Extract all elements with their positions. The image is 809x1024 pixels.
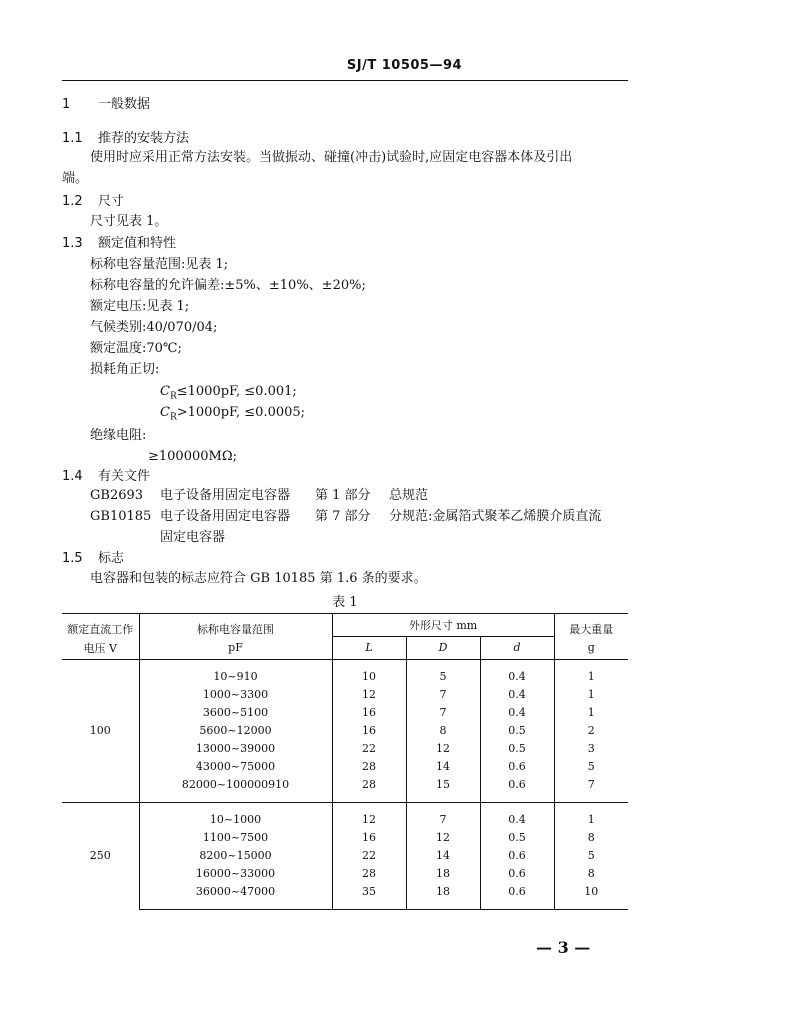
cell-d: 0.6 [480,776,554,803]
cell-cap: 82000~100000910 [139,776,332,803]
cell-D: 7 [406,686,480,704]
spec-tan-label: 损耗角正切: [90,362,160,377]
cell-cap: 8200~15000 [139,847,332,865]
cell-d: 0.5 [480,722,554,740]
cell-weight: 1 [587,688,595,701]
section-number: 1.5 [62,551,83,566]
doc-title: 电子设备用固定电容器 [160,488,291,503]
table-row [62,722,628,740]
cell-d: 0.6 [480,758,554,776]
paragraph-line: 端。 [62,171,89,186]
header-text: 额定直流工作 [67,622,134,636]
cell-cap: 10~1000 [139,802,332,829]
table-caption: 表 1 [332,595,358,610]
spec-insulation-label: 绝缘电阻: [90,428,147,443]
header-text: 最大重量 [569,622,614,636]
cell-cap: 1100~7500 [139,829,332,847]
condition-text: >1000pF, ≤0.0005; [176,405,306,420]
cell-d: 0.4 [480,802,554,829]
cell-L: 16 [332,722,406,740]
section-1-5-heading [62,550,124,567]
spec-tan-condition-1 [160,383,297,406]
doc-desc: 总规范 [389,488,429,503]
cell-weight: 10 [554,883,628,910]
cell-L: 35 [332,883,406,910]
doc-desc: 分规范:金属箔式聚苯乙烯膜介质直流 [389,509,602,524]
header-weight [554,614,628,637]
section-number: 1.3 [62,236,83,251]
header-weight-unit: g [554,637,628,660]
spec-tan-condition-2 [160,404,305,427]
table-row [62,865,628,883]
cell-cap: 10~910 [139,659,332,686]
cell-d: 0.6 [480,883,554,910]
section-number: 1.1 [62,131,83,146]
condition-text: ≤1000pF, ≤0.001; [176,384,297,399]
cell-D: 18 [406,865,480,883]
page-number: — 3 — [536,938,591,957]
cell-D: 8 [406,722,480,740]
section-title: 尺寸 [98,194,125,209]
section-title: 推荐的安装方法 [98,131,190,146]
doc-code: GB10185 [90,509,152,524]
cell-L: 28 [332,758,406,776]
cell-weight: 7 [587,778,595,791]
header-voltage [62,614,139,637]
cell-d: 0.5 [480,740,554,758]
section-1-2-heading [62,193,124,210]
cell-cap: 43000~75000 [139,758,332,776]
table-row [62,847,628,865]
cell-weight: 1 [554,802,628,829]
cell-L: 12 [332,686,406,704]
table-row [62,659,628,686]
section-title: 有关文件 [98,469,151,484]
doc-part: 第 1 部分 [315,488,371,503]
section-title: 额定值和特性 [98,236,177,251]
cr-symbol: C [160,405,170,420]
cell-weight: 2 [587,724,595,737]
reference-doc-1 [90,487,428,504]
cr-symbol: C [160,384,170,399]
table-row [62,686,628,704]
header-rule [62,80,628,81]
section-title: 标志 [98,551,125,566]
cell-D: 5 [406,659,480,686]
header-dims: 外形尺寸 mm [332,614,554,637]
cell-d: 0.4 [480,686,554,704]
header-L: L [332,637,406,660]
spec-tolerance: 标称电容量的允许偏差:±5%、±10%、±20%; [90,278,366,293]
table-row [62,776,628,803]
header-d: d [480,637,554,660]
header-D: D [406,637,480,660]
cell-voltage: 100 [62,659,139,802]
cell-cap: 16000~33000 [139,865,332,883]
cell-cap: 36000~47000 [139,883,332,910]
header-text: 标称电容量范围 [197,622,274,636]
cell-D: 18 [406,883,480,910]
cell-D: 7 [406,704,480,722]
cell-L: 28 [332,776,406,803]
spec-temperature: 额定温度:70℃; [90,341,182,356]
cell-d: 0.4 [480,659,554,686]
table-row [62,829,628,847]
header-voltage-unit: 电压 V [62,637,139,660]
section-1-heading [62,96,150,113]
section-number: 1 [62,97,71,112]
cell-weight: 3 [587,742,595,755]
spec-insulation-value: ≥100000MΩ; [148,449,237,464]
cell-L: 16 [332,829,406,847]
cell-d: 0.4 [480,704,554,722]
table-row [62,740,628,758]
cell-d: 0.6 [480,865,554,883]
doc-title: 电子设备用固定电容器 [160,509,291,524]
section-1-1-heading [62,130,189,147]
cell-L: 22 [332,847,406,865]
cell-weight: 8 [587,867,595,880]
table-row [62,883,628,910]
table-1 [62,613,628,910]
cell-L: 12 [332,802,406,829]
paragraph-line: 电容器和包装的标志应符合 GB 10185 第 1.6 条的要求。 [90,571,427,586]
cell-weight: 1 [587,706,595,719]
cell-weight: 1 [587,670,595,683]
table-row [62,758,628,776]
cell-weight: 5 [587,849,595,862]
reference-doc-2-continued: 固定电容器 [160,530,226,545]
section-1-4-heading [62,468,150,485]
section-1-3-heading [62,235,176,252]
section-number: 1.2 [62,194,83,209]
cell-weight: 5 [587,760,595,773]
header-cap [139,614,332,637]
cell-cap: 1000~3300 [139,686,332,704]
paragraph-line: 尺寸见表 1。 [90,214,168,229]
table-body [62,659,628,909]
standard-number-header: SJ/T 10505—94 [346,58,463,73]
section-title: 一般数据 [98,97,151,112]
cell-D: 12 [406,829,480,847]
cell-voltage: 250 [62,802,139,909]
spec-voltage: 额定电压:见表 1; [90,299,190,314]
header-cap-unit: pF [139,637,332,660]
cell-D: 7 [406,802,480,829]
cr-subscript: R [169,412,177,423]
cell-d: 0.6 [480,847,554,865]
cell-L: 16 [332,704,406,722]
cell-L: 22 [332,740,406,758]
cell-D: 12 [406,740,480,758]
spec-cap-range: 标称电容量范围:见表 1; [90,257,229,272]
doc-code: GB2693 [90,488,144,503]
cell-weight: 8 [587,831,595,844]
reference-doc-2 [90,508,601,525]
cell-cap: 3600~5100 [139,704,332,722]
table-row [62,704,628,722]
cell-cap: 13000~39000 [139,740,332,758]
doc-part: 第 7 部分 [315,509,371,524]
table-row [62,802,628,829]
cr-subscript: R [169,391,177,402]
cell-cap: 5600~12000 [139,722,332,740]
cell-L: 10 [332,659,406,686]
paragraph-line: 使用时应采用正常方法安装。当做振动、碰撞(冲击)试验时,应固定电容器本体及引出 [90,150,573,165]
cell-D: 14 [406,758,480,776]
section-number: 1.4 [62,469,83,484]
spec-climate: 气候类别:40/070/04; [90,320,218,335]
cell-D: 14 [406,847,480,865]
cell-d: 0.5 [480,829,554,847]
cell-L: 28 [332,865,406,883]
cell-D: 15 [406,776,480,803]
